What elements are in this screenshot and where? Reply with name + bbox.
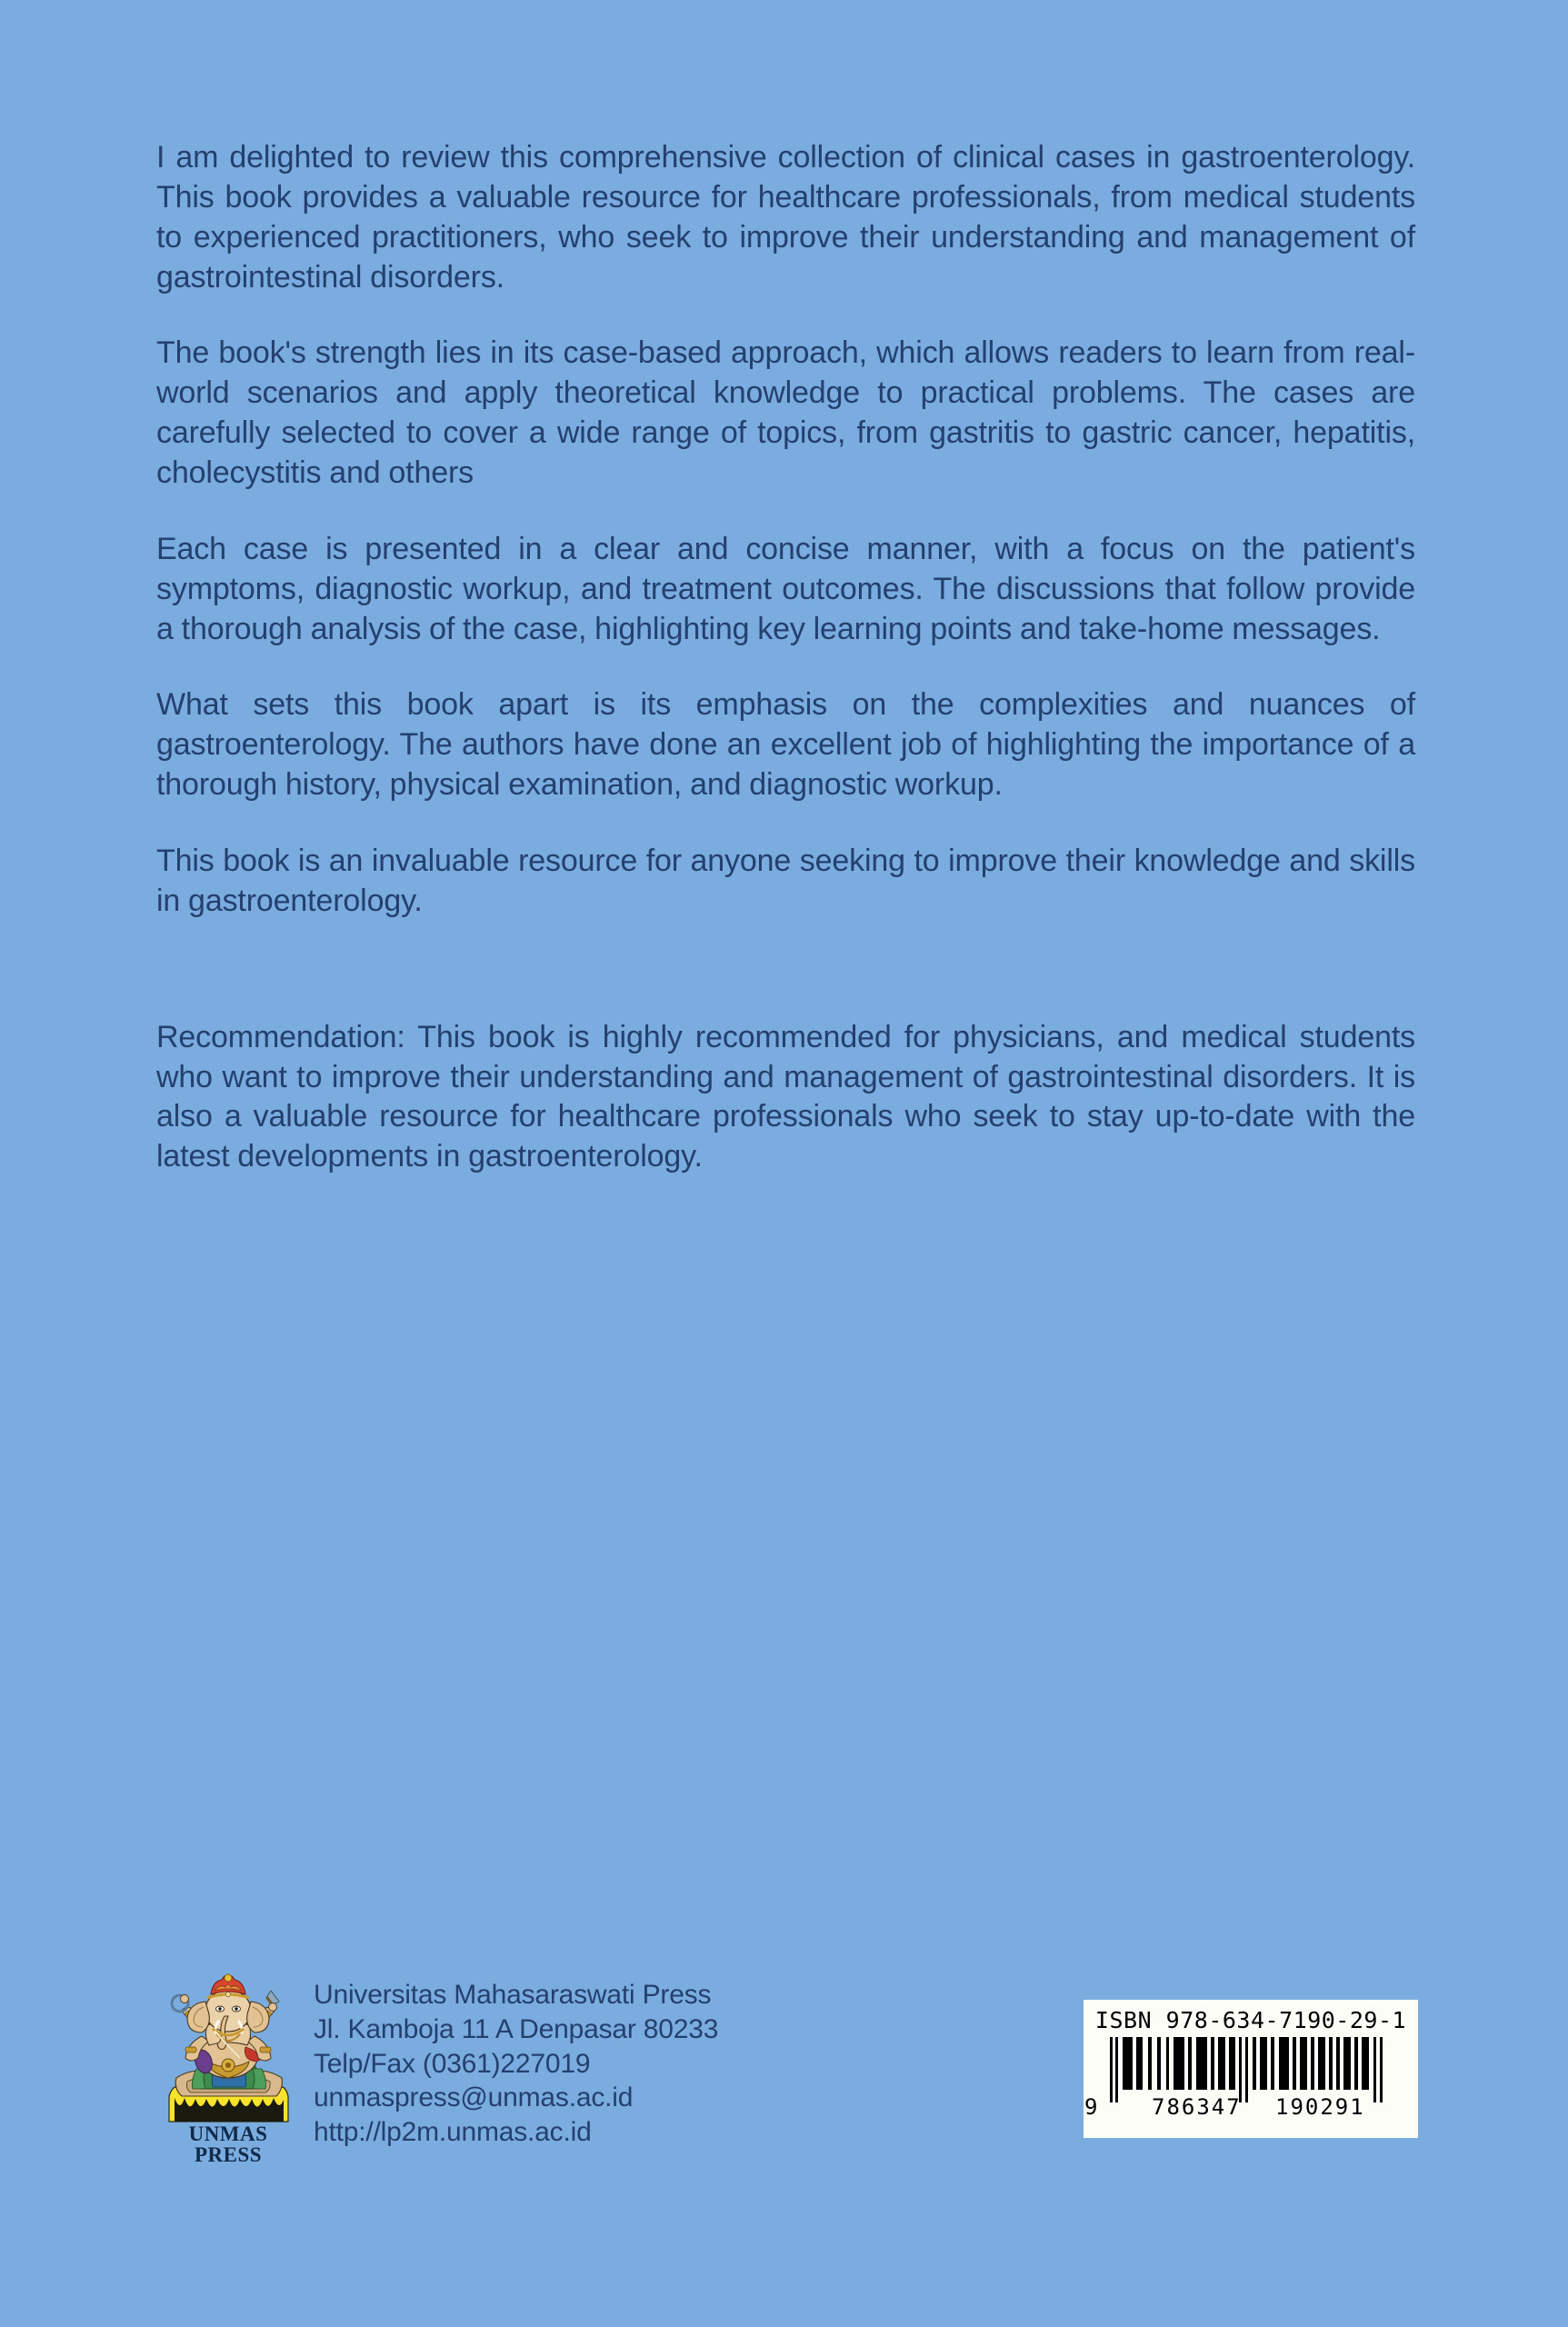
publisher-address: Jl. Kamboja 11 A Denpasar 80233 bbox=[314, 2013, 719, 2044]
publisher-contact-block bbox=[314, 1978, 877, 2150]
review-text-block bbox=[156, 138, 1415, 1177]
ganesha-icon bbox=[160, 1971, 296, 2127]
barcode bbox=[1084, 2037, 1392, 2121]
publisher-email: unmaspress@unmas.ac.id bbox=[314, 2082, 634, 2113]
review-paragraph-3: Each case is presented in a clear and concise manner, with a focus on the patient's symptoms, diagnostic workup, and treatment outcomes. The discussions that follow provide a thorough analysis of the case, highlighting key learning points and take-home messages. bbox=[156, 531, 1415, 646]
publisher-logo-caption: UNMAS PRESS bbox=[188, 2122, 268, 2166]
barcode-bars-icon bbox=[1110, 2037, 1392, 2102]
barcode-digit-group-right: 190291 bbox=[1275, 2094, 1365, 2120]
publisher-website: http://lp2m.unmas.ac.id bbox=[314, 2117, 592, 2148]
barcode-digit-lead: 9 bbox=[1084, 2094, 1098, 2120]
publisher-logo bbox=[156, 1971, 300, 2165]
review-paragraph-5: This book is an invaluable resource for anyone seeking to improve their knowledge and skills in gastroenterology. bbox=[156, 844, 1415, 918]
barcode-digit-group-left: 786347 bbox=[1152, 2094, 1242, 2120]
publisher-name: Universitas Mahasaraswati Press bbox=[314, 1980, 712, 2010]
isbn-barcode-box bbox=[1084, 2000, 1418, 2138]
isbn-number: ISBN 978-634-7190-29-1 bbox=[1094, 2007, 1407, 2033]
barcode-digits bbox=[1084, 2094, 1392, 2120]
footer bbox=[0, 1963, 1568, 2200]
review-paragraph-4: What sets this book apart is its emphasis on the complexities and nuances of gastroenterology. The authors have done an excellent job of highlighting the importance of a thorough history, physical examination, and diagnostic workup. bbox=[156, 687, 1415, 803]
publisher-phone: Telp/Fax (0361)227019 bbox=[314, 2048, 591, 2079]
recommendation-paragraph: Recommendation: This book is highly recommended for physicians, and medical students who want to improve their understanding and management of gastrointestinal disorders. It is also a valuable resource for healthcare professionals who seek to stay up-to-date with the latest developments in gastroenterology. bbox=[156, 1019, 1415, 1174]
review-paragraph-1: I am delighted to review this comprehensive collection of clinical cases in gastroenterology. This book provides a valuable resource for healthcare professionals, from medical students to experienced practitioners, who seek to improve their understanding and management of gastrointestinal disorders. bbox=[156, 140, 1415, 295]
review-paragraph-2: The book's strength lies in its case-based approach, which allows readers to learn from real-world scenarios and apply theoretical knowledge to practical problems. The cases are carefully selected to cover a wide range of topics, from gastritis to gastric cancer, hepatitis, cholecystitis and others bbox=[156, 335, 1415, 491]
